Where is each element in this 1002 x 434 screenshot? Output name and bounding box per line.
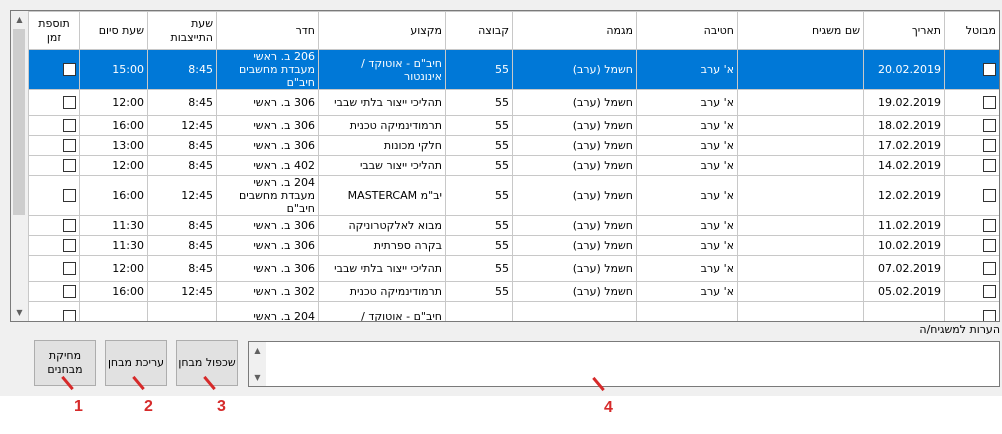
cell-division[interactable]: א' ערב — [637, 256, 738, 282]
cell-subject[interactable]: תהליכי ייצור בלתי שבבי — [319, 90, 446, 116]
cell-end[interactable]: 12:00 — [80, 90, 148, 116]
cell-room[interactable]: 306 ב. ראשי — [217, 256, 319, 282]
cell-date[interactable]: 18.02.2019 — [864, 116, 945, 136]
cell-room[interactable]: 306 ב. ראשי — [217, 236, 319, 256]
cancelled-checkbox[interactable] — [983, 159, 996, 172]
cell-subject[interactable]: תהליכי ייצור שבבי — [319, 156, 446, 176]
extra-time-cell[interactable] — [29, 216, 80, 236]
cancelled-checkbox[interactable] — [983, 285, 996, 298]
cell-track[interactable]: חשמל (ערב) — [513, 136, 637, 156]
cell-start[interactable]: 8:45 — [148, 90, 217, 116]
cell-subject[interactable]: תהליכי ייצור בלתי שבבי — [319, 256, 446, 282]
cell-subject[interactable]: תרמודינמיקה טכנית — [319, 116, 446, 136]
cell-division[interactable]: א' ערב — [637, 236, 738, 256]
extra-time-checkbox[interactable] — [63, 219, 76, 232]
cancelled-cell[interactable] — [945, 90, 1000, 116]
cell-supervisor[interactable] — [738, 216, 864, 236]
delete-exams-button[interactable]: מחיקת מבחנים — [34, 340, 96, 386]
notes-scrollbar[interactable] — [249, 342, 266, 386]
extra-time-cell[interactable] — [29, 116, 80, 136]
extra-time-checkbox[interactable] — [63, 239, 76, 252]
cell-track[interactable]: חשמל (ערב) — [513, 116, 637, 136]
scroll-thumb[interactable] — [13, 29, 25, 215]
cell-division[interactable]: א' ערב — [637, 156, 738, 176]
cell-room[interactable]: 204 ב. ראשי מעבדת מחשבים חיב"ם — [217, 176, 319, 216]
cell-division[interactable] — [637, 302, 738, 322]
cell-room[interactable]: 306 ב. ראשי — [217, 216, 319, 236]
annotation-1: 1 — [74, 398, 83, 415]
cell-group[interactable]: 55 — [446, 236, 513, 256]
cell-division[interactable]: א' ערב — [637, 282, 738, 302]
table-row[interactable] — [29, 302, 1000, 322]
edit-exam-button[interactable]: עריכת מבחן — [105, 340, 167, 386]
extra-time-cell[interactable] — [29, 256, 80, 282]
table-row[interactable] — [29, 50, 1000, 90]
cell-end[interactable]: 12:00 — [80, 156, 148, 176]
cancelled-cell[interactable] — [945, 116, 1000, 136]
cell-date[interactable]: 20.02.2019 — [864, 50, 945, 90]
cell-group[interactable]: 55 — [446, 256, 513, 282]
cell-end[interactable]: 13:00 — [80, 136, 148, 156]
column-header[interactable]: שעת התייצבות — [148, 12, 217, 50]
column-header[interactable]: שעת סיום — [80, 12, 148, 50]
cell-track[interactable]: חשמל (ערב) — [513, 156, 637, 176]
cell-group[interactable]: 55 — [446, 116, 513, 136]
extra-time-cell[interactable] — [29, 90, 80, 116]
table-row[interactable] — [29, 116, 1000, 136]
cancelled-cell[interactable] — [945, 216, 1000, 236]
table-row[interactable] — [29, 176, 1000, 216]
cell-date[interactable]: 17.02.2019 — [864, 136, 945, 156]
cell-track[interactable]: חשמל (ערב) — [513, 90, 637, 116]
cell-track[interactable]: חשמל (ערב) — [513, 282, 637, 302]
column-header[interactable]: קבוצה — [446, 12, 513, 50]
table-row[interactable] — [29, 236, 1000, 256]
cancelled-cell[interactable] — [945, 50, 1000, 90]
cell-date[interactable]: 12.02.2019 — [864, 176, 945, 216]
cell-group[interactable]: 55 — [446, 176, 513, 216]
annotation-4: 4 — [604, 399, 613, 416]
cell-subject[interactable]: בקרה ספרתית — [319, 236, 446, 256]
column-header[interactable]: תאריך — [864, 12, 945, 50]
cell-subject[interactable]: מבוא לאלקטרוניקה — [319, 216, 446, 236]
cell-room[interactable]: 402 ב. ראשי — [217, 156, 319, 176]
cell-supervisor[interactable] — [738, 256, 864, 282]
duplicate-exam-button[interactable]: שכפול מבחן — [176, 340, 238, 386]
extra-time-checkbox[interactable] — [63, 63, 76, 76]
cell-division[interactable]: א' ערב — [637, 136, 738, 156]
cell-supervisor[interactable] — [738, 136, 864, 156]
cell-date[interactable]: 07.02.2019 — [864, 256, 945, 282]
cancelled-checkbox[interactable] — [983, 189, 996, 202]
cell-subject[interactable]: תרמודינמיקה טכנית — [319, 282, 446, 302]
cell-division[interactable]: א' ערב — [637, 90, 738, 116]
cell-end[interactable]: 16:00 — [80, 116, 148, 136]
extra-time-checkbox[interactable] — [63, 262, 76, 275]
scroll-down-icon[interactable]: ▼ — [254, 373, 261, 382]
exams-table — [28, 11, 999, 321]
cell-supervisor[interactable] — [738, 236, 864, 256]
extra-time-checkbox[interactable] — [63, 285, 76, 298]
cell-date[interactable] — [864, 302, 945, 322]
column-header[interactable]: חדר — [217, 12, 319, 50]
cancelled-checkbox[interactable] — [983, 139, 996, 152]
cell-subject[interactable]: חיב"ם - אוטוקד / — [319, 302, 446, 322]
cell-end[interactable]: 16:00 — [80, 176, 148, 216]
table-row[interactable] — [29, 282, 1000, 302]
cell-track[interactable]: חשמל (ערב) — [513, 256, 637, 282]
column-header[interactable]: שם משגיח — [738, 12, 864, 50]
cell-start[interactable]: 12:45 — [148, 176, 217, 216]
cell-date[interactable]: 11.02.2019 — [864, 216, 945, 236]
cell-room[interactable]: 302 ב. ראשי — [217, 282, 319, 302]
cell-start[interactable]: 8:45 — [148, 136, 217, 156]
extra-time-checkbox[interactable] — [63, 159, 76, 172]
cell-subject[interactable]: חיב"ם - אוטוקד / אינונטור — [319, 50, 446, 90]
cell-subject[interactable]: חלקי מכונות — [319, 136, 446, 156]
cell-group[interactable]: 55 — [446, 216, 513, 236]
cancelled-cell[interactable] — [945, 236, 1000, 256]
cell-track[interactable]: חשמל (ערב) — [513, 50, 637, 90]
cell-date[interactable]: 05.02.2019 — [864, 282, 945, 302]
extra-time-cell[interactable] — [29, 50, 80, 90]
cell-end[interactable]: 16:00 — [80, 282, 148, 302]
extra-time-checkbox[interactable] — [63, 119, 76, 132]
cell-group[interactable] — [446, 302, 513, 322]
cell-subject[interactable]: יב"מ MASTERCAM — [319, 176, 446, 216]
cell-group[interactable]: 55 — [446, 136, 513, 156]
scroll-down-icon[interactable]: ▼ — [16, 308, 23, 317]
cell-end[interactable]: 11:30 — [80, 236, 148, 256]
cell-group[interactable]: 55 — [446, 90, 513, 116]
cancelled-cell[interactable] — [945, 256, 1000, 282]
cell-group[interactable]: 55 — [446, 156, 513, 176]
column-header[interactable]: מקצוע — [319, 12, 446, 50]
extra-time-cell[interactable] — [29, 302, 80, 322]
column-header[interactable]: תוספת זמן — [29, 12, 80, 50]
cell-end[interactable] — [80, 302, 148, 322]
cell-division[interactable]: א' ערב — [637, 50, 738, 90]
extra-time-cell[interactable] — [29, 236, 80, 256]
cell-division[interactable]: א' ערב — [637, 176, 738, 216]
cell-end[interactable]: 15:00 — [80, 50, 148, 90]
notes-label: הערות למשגיח/ה — [919, 323, 1000, 336]
column-header[interactable]: מגמה — [513, 12, 637, 50]
cell-room[interactable]: 306 ב. ראשי — [217, 136, 319, 156]
extra-time-cell[interactable] — [29, 136, 80, 156]
cancelled-cell[interactable] — [945, 282, 1000, 302]
cell-end[interactable]: 12:00 — [80, 256, 148, 282]
cell-supervisor[interactable] — [738, 50, 864, 90]
notes-textarea[interactable] — [248, 341, 1000, 387]
cell-track[interactable]: חשמל (ערב) — [513, 236, 637, 256]
cancelled-checkbox[interactable] — [983, 262, 996, 275]
cell-end[interactable]: 11:30 — [80, 216, 148, 236]
cell-supervisor[interactable] — [738, 116, 864, 136]
cell-room[interactable]: 206 ב. ראשי מעבדת מחשבים חיב"ם — [217, 50, 319, 90]
cell-division[interactable]: א' ערב — [637, 116, 738, 136]
cell-track[interactable] — [513, 302, 637, 322]
cell-supervisor[interactable] — [738, 90, 864, 116]
cell-start[interactable]: 8:45 — [148, 216, 217, 236]
table-row[interactable] — [29, 156, 1000, 176]
table-header-row — [29, 12, 1000, 50]
cell-start[interactable] — [148, 302, 217, 322]
cell-start[interactable]: 12:45 — [148, 116, 217, 136]
table-row[interactable] — [29, 90, 1000, 116]
cancelled-checkbox[interactable] — [983, 119, 996, 132]
cell-room[interactable]: 306 ב. ראשי — [217, 90, 319, 116]
cell-supervisor[interactable] — [738, 302, 864, 322]
scroll-up-icon[interactable]: ▲ — [254, 346, 261, 355]
table-row[interactable] — [29, 256, 1000, 282]
extra-time-cell[interactable] — [29, 282, 80, 302]
cancelled-cell[interactable] — [945, 176, 1000, 216]
scroll-up-icon[interactable]: ▲ — [16, 15, 23, 24]
table-row[interactable] — [29, 136, 1000, 156]
exams-grid — [10, 10, 1000, 322]
cell-room[interactable]: 204 ב. ראשי — [217, 302, 319, 322]
cell-start[interactable]: 8:45 — [148, 156, 217, 176]
cell-start[interactable]: 12:45 — [148, 282, 217, 302]
grid-vertical-scrollbar[interactable] — [11, 11, 29, 321]
extra-time-checkbox[interactable] — [63, 189, 76, 202]
cell-group[interactable]: 55 — [446, 50, 513, 90]
annotation-3: 3 — [217, 398, 226, 415]
cancelled-checkbox[interactable] — [983, 310, 996, 321]
cell-track[interactable]: חשמל (ערב) — [513, 216, 637, 236]
cell-room[interactable]: 306 ב. ראשי — [217, 116, 319, 136]
annotation-2: 2 — [144, 398, 153, 415]
cancelled-checkbox[interactable] — [983, 239, 996, 252]
cell-supervisor[interactable] — [738, 176, 864, 216]
cell-division[interactable]: א' ערב — [637, 216, 738, 236]
table-row[interactable] — [29, 216, 1000, 236]
cell-date[interactable]: 14.02.2019 — [864, 156, 945, 176]
extra-time-checkbox[interactable] — [63, 310, 76, 321]
cancelled-cell[interactable] — [945, 302, 1000, 322]
cell-supervisor[interactable] — [738, 156, 864, 176]
cancelled-cell[interactable] — [945, 136, 1000, 156]
cell-group[interactable]: 55 — [446, 282, 513, 302]
cell-track[interactable]: חשמל (ערב) — [513, 176, 637, 216]
cell-date[interactable]: 10.02.2019 — [864, 236, 945, 256]
cell-supervisor[interactable] — [738, 282, 864, 302]
extra-time-checkbox[interactable] — [63, 96, 76, 109]
cancelled-cell[interactable] — [945, 156, 1000, 176]
cell-start[interactable]: 8:45 — [148, 236, 217, 256]
extra-time-cell[interactable] — [29, 176, 80, 216]
cancelled-checkbox[interactable] — [983, 96, 996, 109]
extra-time-cell[interactable] — [29, 156, 80, 176]
extra-time-checkbox[interactable] — [63, 139, 76, 152]
column-header[interactable]: מבוטל — [945, 12, 1000, 50]
cell-start[interactable]: 8:45 — [148, 256, 217, 282]
column-header[interactable]: חטיבה — [637, 12, 738, 50]
cell-start[interactable]: 8:45 — [148, 50, 217, 90]
cancelled-checkbox[interactable] — [983, 63, 996, 76]
cell-date[interactable]: 19.02.2019 — [864, 90, 945, 116]
cancelled-checkbox[interactable] — [983, 219, 996, 232]
